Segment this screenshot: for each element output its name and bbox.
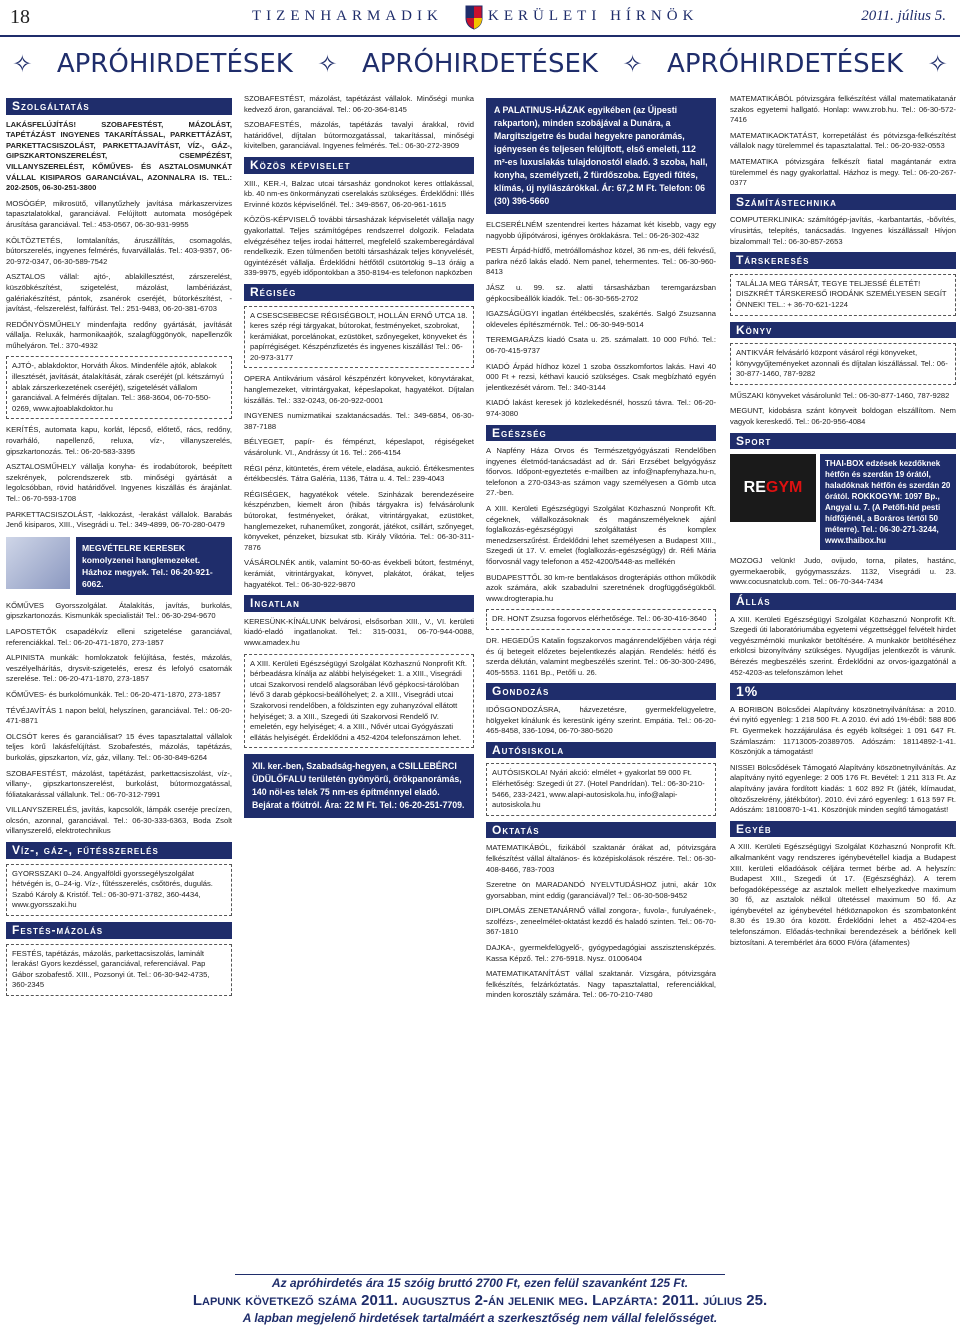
section-heading: Oktatás xyxy=(486,822,716,839)
ad-text: KIADÓ lakást keresek jó közlekedésnél, hosszú távra. Tel.: 06-20-974-3080 xyxy=(486,398,716,418)
column-3 xyxy=(486,94,716,1274)
ad-box: DR. HONT Zsuzsa fogorvos elérhetősége. Tel.: 06-30-416-3640 xyxy=(486,609,716,630)
ad-text: NISSEI Bölcsődések Támogató Alapítvány köszönetnyilvánítás. Az alapítvány nyitó egyenlege: 2 005 176 Ft. Bevétel: 1 211 313 Ft. Az alapítvány javára fordított kiadás: 1 602 892 Ft (játék, klímaudat, öltözőszekrény, játékbútor). 2010. évi záró egyenleg: 1 613 597 Ft. Adószám: 18100870-1-41. Köszönjük minden segítő támogatást! xyxy=(730,762,956,815)
ad-text: JÁSZ u. 99. sz. alatti társasházban teremgarázsban gépkocsibeállók kiadók. Tel.: 06-30-565-2702 xyxy=(486,282,716,303)
ad-text: RÉGI pénz, kitüntetés, érem vétele, eladása, aukció. Értékesmentes értékbecslés. Tátra Galéria, 1136, Tátra u. 4. Tel.: 239-4043 xyxy=(244,463,474,484)
column-1 xyxy=(6,94,232,1274)
ad-text: LAPOSTETŐK csapadékvíz elleni szigetelése garanciával, referenciákkal. Tel.: 06-20-471-1870, 273-1857 xyxy=(6,626,232,647)
ad-text: ELCSERÉLNÉM szentendrei kertes házamat két kisebb, vagy egy nagyobb újlipótvárosi, igényes öröklakásra. Tel.: 06-26-302-432 xyxy=(486,220,716,240)
section-heading: Egyéb xyxy=(730,821,956,838)
masthead-left: TIZENHARMADIK xyxy=(252,8,443,24)
ad-text: MATEMATIKÁBÓL, fizikából szaktanár órákat ad, pótvizsgára felkészítést vállal általános- és középiskolások részére. Tel.: 06-30-408-8466, 783-7003 xyxy=(486,843,716,874)
section-heading: Gondozás xyxy=(486,683,716,700)
column-2 xyxy=(244,94,474,1274)
ad-text: MEGUNT, kidobásra szánt könyveit boldogan elszállítom. Nem vagyok kereskedő. Tel.: 06-20-956-4084 xyxy=(730,406,956,427)
ad-text: TEREMGARÁZS kiadó Csata u. 25. számalatt. 10 000 Ft/hó. Tel.: 06-70-415-9737 xyxy=(486,335,716,355)
ad-text: DR. HEGEDŰS Katalin fogszakorvos magánrendelőjében várja régi és új betegeit előzetes bejelentkezés alapján. Rendelés: hétfő és szerda délután, valamint megbeszélés szerint. Tel.: 06-30-300-2496, 405-5553. 1161 Bp., Petőfi u. 26. xyxy=(486,636,716,677)
sport-ad-text: THAI-BOX edzések kezdőknek hétfőn és szerdán 19 órától, haladóknak hétfőn és szerdán 20 órától. ROKKOGYM: 1097 Bp., Angyal u. 7. (A Petőfi-híd pesti hídfőjénél, a Boráros tértől 50 méterre). Tel.: 06-30-271-3244, www.thaibox.hu xyxy=(820,454,956,550)
ad-box: GYORSSZAKI 0–24. Angyalföldi gyorssegélyszolgálat hétvégén is, 0–24-ig. Víz-, fűtésszerelés, csőtörés, dugulás. Szabó Károly & Kristóf. Tel.: 06-30-971-3782, 360-4434, www.gyorsszaki.hu xyxy=(6,864,232,916)
ad-text: MATEMATIKÁBÓL pótvizsgára felkészítést vállal matematikatanár szakos egyetemi hallgató. Honlap: www.zrob.hu. Tel.: 06-30-572-7416 xyxy=(730,94,956,125)
ad-text: LAKÁSFELÚJÍTÁS! SZOBAFESTÉST, MÁZOLÁST, TAPÉTÁZÁST INGYENES TAKARÍTÁSSAL, PARKETTÁZÁST, PARKETTACSISZOLÁST, PARKETTAJAVÍTÁST, VÍZ-, GÁZ-, GIPSZKARTONSZERELÉST, CSEMPÉZÉST, VILLANYSZERELÉST, KŐMŰVES- ÉS ASZTALOSMUNKÁT VÁLLAL KISIPAROS GARANCIÁVAL, AZONNALRA IS. TEL.: 202-2505, 06-30-251-3800 xyxy=(6,119,232,193)
section-heading: Egészség xyxy=(486,425,716,442)
page-footer xyxy=(0,1276,960,1338)
ad-text: TÉVÉJAVÍTÁS 1 napon belül, helyszínen, garanciával. Tel.: 06-20-471-8871 xyxy=(6,705,232,726)
ad-text: A XIII. Kerületi Egészségügyi Szolgálat Közhasznú Nonprofit Kft. cégeknek, vállalkozásoknak és magánszemélyeknek ajánl foglalkozás-egészségügyi szolgáltatást és komplex menedzserszűrést. Érdeklődni lehet személyesen a Budapest XIII., Szegedi út 17. V. emelet (foglalkozás-egészségügy) dr. Réfi Mária főorvosnál vagy telefonon a 452-4200/5448-as mellékén xyxy=(486,504,716,567)
ad-text: KÖLTÖZTETÉS, lomtalanítás, áruszállítás, csomagolás, bútorszerelés, ingyenes felmérés, fuvarvállalás. Tel.: 403-9357, 06-20-972-0347, 06-30-589-7542 xyxy=(6,235,232,266)
banner-title: APRÓHIRDETÉSEK xyxy=(361,49,598,79)
star-icon: ✧ xyxy=(317,50,338,78)
ad-text: MŰSZAKI könyveket vásárolunk! Tel.: 06-30-877-1460, 787-9282 xyxy=(730,390,950,400)
ad-text: A XIII. Kerületi Egészségügyi Szolgálat Közhasznú Nonprofit Kft. alkalmanként vagy rendszeres igénybevétellel kiadja a Budapest XIII. kerületi előadóások céljára termet bérbe ad. A helyszín: Budapest XIII., Szegedi út 17. (Egészségház). A terem befogadóképessége az asztalok mellett elhelyezkedve maximum 30 fő, az asztalok nélkül ültetéssel maximum 50 fő. Az igénybevétel az igénybevétel hétköznapokon és szombatonként 8.30 és 19.30 óra között. Érdeklődni lehet a 452-4204-es telefonszámon. Előadás-technikai berendezések a bérlőnek kell biztosítani. A terembérlet ára 6000 Ft/óra (áfamentes) xyxy=(730,842,956,947)
ad-text: KIADÓ Árpád hídhoz közel 1 szoba összkomfortos lakás. Havi 40 000 Ft + rezsi, kéthavi kaució szükséges. Csak megbízható egyén jelentkezését várom. Tel.: 340-3144 xyxy=(486,361,716,392)
section-heading: Számítástechnika xyxy=(730,194,956,211)
footer-rule xyxy=(235,1274,725,1275)
star-icon: ✧ xyxy=(927,50,948,78)
section-heading: Közös képviselet xyxy=(244,157,474,174)
price-note: Az apróhirdetés ára 15 szóig bruttó 2700 Ft, ezen felül szavanként 125 Ft. xyxy=(271,1276,689,1290)
ad-box: TALÁLJA MEG TÁRSÁT, TEGYE TELJESSÉ ÉLETÉT! DISZKRÉT TÁRSKERESŐ IRODÁNK SZEMÉLYESEN SEGÍT ÖNNEK! TEL.: + 36-70-621-1224 xyxy=(730,274,956,316)
star-icon: ✧ xyxy=(622,50,643,78)
issue-date: 2011. július 5. xyxy=(861,8,946,24)
ad-box: A XIII. Kerületi Egészségügyi Szolgálat Közhasznú Nonprofit Kft. bérbeadásra kínálja az alábbi helyiségeket: 1. a XIII., Visegrádi utcai Szakorvosi rendelő alagsorában lévő gépkocsi-tárolóban lévő 3 darab gépkocsi-beállóhelyet; 2. a XIII., Visegrádi utcai Szakorvosi rendelőben, a földszinten egy zuhanyzóval ellátott helyiséget; 3. a XIII., Szegedi úti Szakorvosi Rendelő IV. emeletén, egy helyiséget; 4. a XIII., Nővér utcai Gyógyászati ellátás helyiségét. Érdeklődni a 452-4204 telefonszámon lehet. xyxy=(244,654,474,749)
section-heading: Régiség xyxy=(244,284,474,301)
ad-text: IDŐSGONDOZÁSRA, házvezetésre, gyermekfelügyeletre, hölgyeket kínálunk és keresünk igény szerint. Empátia. Tel.: 06-20-465-8458, 336-1094, 06-70-380-5620 xyxy=(486,704,716,736)
ad-box: A CSESCSEBECSE RÉGISÉGBOLT, HOLLÁN ERNŐ UTCA 18. keres szép régi tárgyakat, bútorokat, festményeket, szobrokat, kerámiákat, porcelánokat, ezüstöket, szőnyegeket, könyveket és papírrégiséget. Készpénzfizetés és ingyenes kiszállás! Tel.: 06-20-973-3177 xyxy=(244,306,474,369)
disclaimer: A lapban megjelenő hirdetések tartalmáért a szerkesztőség nem vállal felelősséget. xyxy=(242,1311,718,1325)
ad-box: AUTÓSISKOLA! Nyári akció: elmélet + gyakorlat 59 000 Ft. Elérhetőség: Szegedi út 27. (Hotel Pandrídan). Tel.: 06-30-210-5466, 233-2421, www.alapi-autosiskola.hu, info@alapi-autosiskola.hu xyxy=(486,763,716,815)
star-icon: ✧ xyxy=(12,50,33,78)
ad-text: PARKETTACSISZOLÁST, -lakkozást, -lerakást vállalok. Barabás Jenő kisiparos, XIII., Visegrádi u. Tel.: 349-4899, 06-70-280-0479 xyxy=(6,509,232,530)
section-heading: Festés-mázolás xyxy=(6,922,232,939)
ad-text: MOZOGJ velünk! Judo, ovijudo, torna, pilates, hastánc, gyermekaerobik, gyógymasszázs. 1132, Visegrádi u. 23. www.cocusnatclub.com. Tel.: 06-70-344-7434 xyxy=(730,556,956,587)
ad-text: OLCSÓT keres és garanciálisat? 15 éves tapasztalattal vállalok teljes körű lakásfelújítást. Szobafestés, mázolás, tapétázás, burkolás, gipszkarton, víz, gáz, villany. Tel.: 06-30-849-6264 xyxy=(6,731,232,762)
section-heading: Ingatlan xyxy=(244,595,474,612)
classifieds-banner xyxy=(0,44,960,84)
ad-text: VILLANYSZERELÉS, javítás, kapcsolók, lámpák cseréje precízen, olcsón, azonnal, garanciával. Tel.: 06-30-333-6363, Boda Zsolt villanyszerelő, elektrotechnikus xyxy=(6,805,232,836)
banner-title: APRÓHIRDETÉSEK xyxy=(667,49,904,79)
regym-logo: RE GYM xyxy=(730,454,816,522)
section-heading: Sport xyxy=(730,433,956,450)
ad-text: ASZTALOSMŰHELY vállalja konyha- és irodabútorok, beépített szekrények, polcrendszerek stb. minőségi gyártását a legolcsóbban, rövid határidővel. Ingyenes kiszállás és árajánlat. Tel.: 06-70-593-1708 xyxy=(6,462,232,503)
sport-ad xyxy=(730,454,956,550)
ad-text: KŐMŰVES Gyorsszolgálat. Átalakítás, javítás, burkolás, gipszkartonozás. Kismunkák specialistái! Tel.: 06-30-294-9670 xyxy=(6,600,232,621)
ad-text: BUDAPESTTŐL 30 km-re bentlakásos drogterápiás otthon működik azok számára, akik szabadulni szeretnének drogfüggőségükből. www.drogterapia.hu xyxy=(486,572,716,603)
ad-text: OPERA Antikvárium vásárol készpénzért könyveket, könyvtárakat, hanglemezeket, vitrintárgyakat, képeslapokat, hagyatékot. Díjtalan kiszállás. Tel.: 332-0243, 06-20-922-0001 xyxy=(244,374,474,405)
ad-text: INGYENES numizmatikai szaktanácsadás. Tel.: 349-6854, 06-30-387-7188 xyxy=(244,411,474,431)
ad-text: MATEMATIKAOKTATÁST, korrepetálást és pótvizsga-felkészítést vállalok nagy türelemmel és tapasztalattal. Tel.: 06-20-932-0553 xyxy=(730,130,956,151)
ad-text: KERESÜNK-KÍNÁLUNK belvárosi, elsősorban XIII., V., VI. kerületi kiadó-eladó ingatlanokat. Tel.: 315-0031, 06-70-944-0088, www.amadex.hu xyxy=(244,616,474,647)
ad-highlight: XII. ker.-ben, Szabadság-hegyen, a CSILLEBÉRCI ÜDÜLŐFALU területén gyönyörű, örökpanorámás, 140 nöl-es telek 75 nm-es építménnyel eladó. Bejárat a főútról. Ára: 22 M Ft. Tel.: 06-20-251-7709. xyxy=(244,754,474,818)
ad-text: A BORIBON Bölcsődei Alapítvány köszönetnyilvánítása: a 2010. évi nyitó egyenleg: 1 218 500 Ft. A 2010. évi adó 1%-éből: 588 806 Ft. Gyermekek hozzájárulása és egyéb költségei: 1 091 647 Ft. Számlaszám: 11713005-20389705. Adószám: 18114892-1-41. Köszönjük a támogatást! xyxy=(730,704,956,757)
ad-text: KÖZÖS-KÉPVISELŐ további társasházak képviseletét vállalja nagy gyakorlattal. Teljes számítógépes rendszerrel dolgozik. Feladata elvégzéséhez teljes irodai hátterrel, megfelelő szakemberegárdával rendelkezik. Ezen túlmenően betölti társasházak teljes könyvelését, ügyintézését vállalja. Érdeklődni hétfőtől csütörtökig 9–13 óráig a 339-9975, egyéb időpontokban a 350-8194-es telefonon napközben xyxy=(244,215,474,278)
ad-text: SZOBAFESTÉST, mázolást, tapétázást vállalok. Minőségi munka kedvező áron, garanciával. Tel.: 06-20-364-8145 xyxy=(244,94,474,114)
district-crest-icon xyxy=(464,4,484,30)
section-heading: Víz-, gáz-, fűtésszerelés xyxy=(6,842,232,859)
record-image xyxy=(6,537,70,589)
section-heading: 1% xyxy=(730,683,956,700)
ad-text: BÉLYEGET, papír- és fémpénzt, képeslapot, régiségeket vásárolunk. VI., Andrássy út 16. Tel.: 266-4154 xyxy=(244,437,474,458)
ad-text: DAJKA-, gyermekfelügyelő-, gyógypedagógiai asszisztensképzés. Kassa Képző. Tel.: 276-5918. Nysz. 01006404 xyxy=(486,943,716,963)
section-heading: Szolgáltatás xyxy=(6,98,232,115)
ad-box: AJTÓ-, ablakdoktor, Horváth Ákos. Mindenféle ajtók, ablakok illesztését, javítását, átalakítását, zárak cseréjét (pl. kétszárnyú ablak zárszerkezetének cseréjét), szigetelését vállalom garanciával. A felmérés díjtalan. Tel.: 368-3604, 06-70-550-0269, www.ajtoablakdoktor.hu xyxy=(6,356,232,419)
record-ad-text: MEGVÉTELRE KERESEK komolyzenei hanglemezeket. Házhoz megyek. Tel.: 06-20-921-6062. xyxy=(76,537,232,595)
ad-text: XIII., KER.-I, Balzac utcai társasház gondnokot keres ottlakással, kb. 40 nm-es önkormányzati cserelakás szükséges. Érdeklődni: Illés Ervinné közös képviselőnél. Tel.: 349-8567, 06-20-961-1615 xyxy=(244,178,474,209)
ad-text: VÁSÁROLNÉK antik, valamint 50-60-as évekbeli bútort, festményt, kerámiát, vitrintárgyakat, könyvet, plakátot, órákat, teljes hagyatékot. Tel.: 06-30-922-9870 xyxy=(244,558,474,589)
ad-text: REDŐNYÖSMŰHELY mindenfajta redőny gyártását, javítását vállalja. Reluxák, harmonikaajtók, szalagfüggönyök, napellenzők műhelyáron. Tel.: 370-4932 xyxy=(6,319,232,350)
ad-text: SZOBAFESTÉS, mázolás, tapétázás tavalyi árakkal, rövid határidővel, díjtalan bútormozgatással, takarítással, minőségi kivitelben, garanciával. Ingyenes felmérés. Tel.: 06-30-272-3909 xyxy=(244,120,474,151)
ad-text: COMPUTERKLINIKA: számítógép-javítás, -karbantartás, -bővítés, vírusirtás, telepítés, tanácsadás. Ingyenes kiszállással! Hívjon bizalommal! Tel.: 06-30-857-2653 xyxy=(730,215,956,246)
section-heading: Könyv xyxy=(730,322,956,339)
ad-text: SZOBAFESTÉST, mázolást, tapétázást, parkettacsiszolást, víz-, villany-, gipszkartonszerelést, burkolást, bútormozgatással, fóliatakarással vállalunk. Tel.: 06-70-312-7991 xyxy=(6,768,232,799)
ad-text: MOSÓGÉP, mikrosütő, villanytűzhely javítása márkaszervizes tapasztalatokkal, garanciával. Felújított automata mosógépek árusítása garanciával. Tel.: 453-0567, 06-30-931-9955 xyxy=(6,198,232,229)
section-heading: Autósiskola xyxy=(486,742,716,759)
ad-text: Szeretne ön MARADANDÓ NYELVTUDÁSHOZ jutni, akár 10x gyorsabban, mint eddig (garanciával)? Tel.: 06-30-508-9452 xyxy=(486,880,716,900)
ad-text: A Napfény Háza Orvos és Természetgyógyászati Rendelőben ingyenes életmód-tanácsadást ad dr. Sári Erzsébet belgyógyász főorvos. Időpont-egyeztetés e-mailben az info@napfenyhaza.hu-n, telefonon a 270-0343-as számon vagy személyesen a Gömb utca 27.-ben. xyxy=(486,446,716,498)
ad-text: MATEMATIKATANÍTÁST vállal szaktanár. Vizsgára, pótvizsgára felkészítés, felzárkóztatás. Nagy tapasztalattal, referenciákkal, minden korosztály számára. Tel.: 06-70-210-7480 xyxy=(486,969,716,1000)
header-rule xyxy=(0,35,960,37)
ad-highlight: A PALATINUS-HÁZAK egyikében (az Újpesti rakparton), minden szobájával a Dunára, a Margitszigetre és budai hegyekre panorámás, igényesen és teljesen felújított, első emeleti, 112 m²-es luxuslakás tulajdonostól eladó. 3 szoba, hall, konyha, személyzeti, 2 fürdőszoba. Egyedi fűtés, klímás, új nyílászárókkal. Ár: 67,2 M Ft. Telefon: 06 (30) 396-5660 xyxy=(486,98,716,214)
ad-text: ALPINISTA munkák: homlokzatok felújítása, festés, mázolás, veszélyelhárítás, drysvit-szigetelés, eresz és lefolyó csatornák szerelése. Tel.: 06-20-471-1870, 273-1857 xyxy=(6,653,232,684)
section-heading: Társkeresés xyxy=(730,252,956,269)
ad-text: RÉGISÉGEK, hagyatékok vétele. Szinházak berendezéseire készpénzben, kiemelt áron (hibás tárgyakra is) felvásárolunk bútorokat, festményeket, órákat, vitrintárgyakat, ezüstöket, hanglemezeket, ruhaneműket, zongorát, játékot, csillárt, szőnyeget, könyveket, pénzeket, bizsukat stb. Király Viktória. Tel.: 06-30-311-7876 xyxy=(244,489,474,552)
masthead-right: KERÜLETI HÍRNÖK xyxy=(488,8,699,24)
ad-box: ANTIKVÁR felvásárló központ vásárol régi könyveket, könyvgyűjteményeket azonnali és díjtalan kiszállással. Tel.: 06-30-877-1460, 787-9282 xyxy=(730,343,956,385)
ad-text: A XIII. Kerületi Egészségügyi Szolgálat Közhasznú Nonprofit Kft. Szegedi úti laboratóriumába egyetemi végzettséggel felvételt hirdet vegyészmérnöki munkakör betöltésére. A munkakör betöltéséhez erkölcsi bizonyítvány szükséges. Nyugdíjas jelentkezőt is várunk. Bérezés megbeszélés szerint. Érdeklődni az orvos-igazgatónál a 452-4203-as telefonszámon lehet xyxy=(730,614,956,677)
banner-title: APRÓHIRDETÉSEK xyxy=(56,49,293,79)
next-issue-note: Lapunk következő száma 2011. augusztus 2-án jelenik meg. Lapzárta: 2011. július 25. xyxy=(192,1292,768,1309)
ad-text: PESTI Árpád-hídfő, metróállomáshoz közel, 36 nm-es, déli fekvésű, parkra néző lakás eladó. Nem panel, tehermentes. Tel.: 06-30-960-8413 xyxy=(486,246,716,277)
ad-text: KŐMŰVES- és burkolómunkák. Tel.: 06-20-471-1870, 273-1857 xyxy=(6,689,221,699)
ad-text: KERÍTÉS, automata kapu, korlát, lépcső, előtető, rács, redőny, rovarháló, napellenző, reluxa, víz-, villanyszerelés, gipszkartonozás. Tel.: 06-20-583-3395 xyxy=(6,425,232,456)
record-ad xyxy=(6,537,232,595)
ad-text: DIPLOMÁS ZENETANÁRNŐ vállal zongora-, fuvola-, furulyaének-, szolfézs-, zeneelmélet-oktatást kezdő és haladó szinten. Tel.: 06-70-367-1810 xyxy=(486,906,716,937)
ad-box: FESTÉS, tapétázás, mázolás, parkettacsiszolás, laminált lerakás! Gyors kezdéssel, garanciával, referenciával. Pap Gábor szobafestő. XIII., Pozsonyi út. Tel.: 06-30-942-4735, 360-2345 xyxy=(6,944,232,996)
ad-text: ASZTALOS vállal: ajtó-, ablakillesztést, zárszerelést, küszöbkészítést, szigetelést, mázolást, lambériázást, galériakészítést, pántok, zsanérok cseréjét, bútorkészítést, -javítást, -felszerelést, falfúrást. Tel.: 251-9483, 06-20-381-6703 xyxy=(6,272,232,314)
ad-text: MATEMATIKA pótvizsgára felkészít fiatal magántanár extra türelemmel és nagy gyakorlattal. Házhoz is megy. Tel.: 06-20-267-0377 xyxy=(730,156,956,188)
column-4 xyxy=(730,94,956,1274)
section-heading: Állás xyxy=(730,593,956,610)
page-number: 18 xyxy=(10,6,30,28)
page-header xyxy=(0,0,960,36)
ad-text: IGAZSÁGÜGYI ingatlan értékbecslés, szakértés. Salgó Zsuzsanna okleveles építészmérnök. Tel.: 06-30-949-5014 xyxy=(486,309,716,329)
